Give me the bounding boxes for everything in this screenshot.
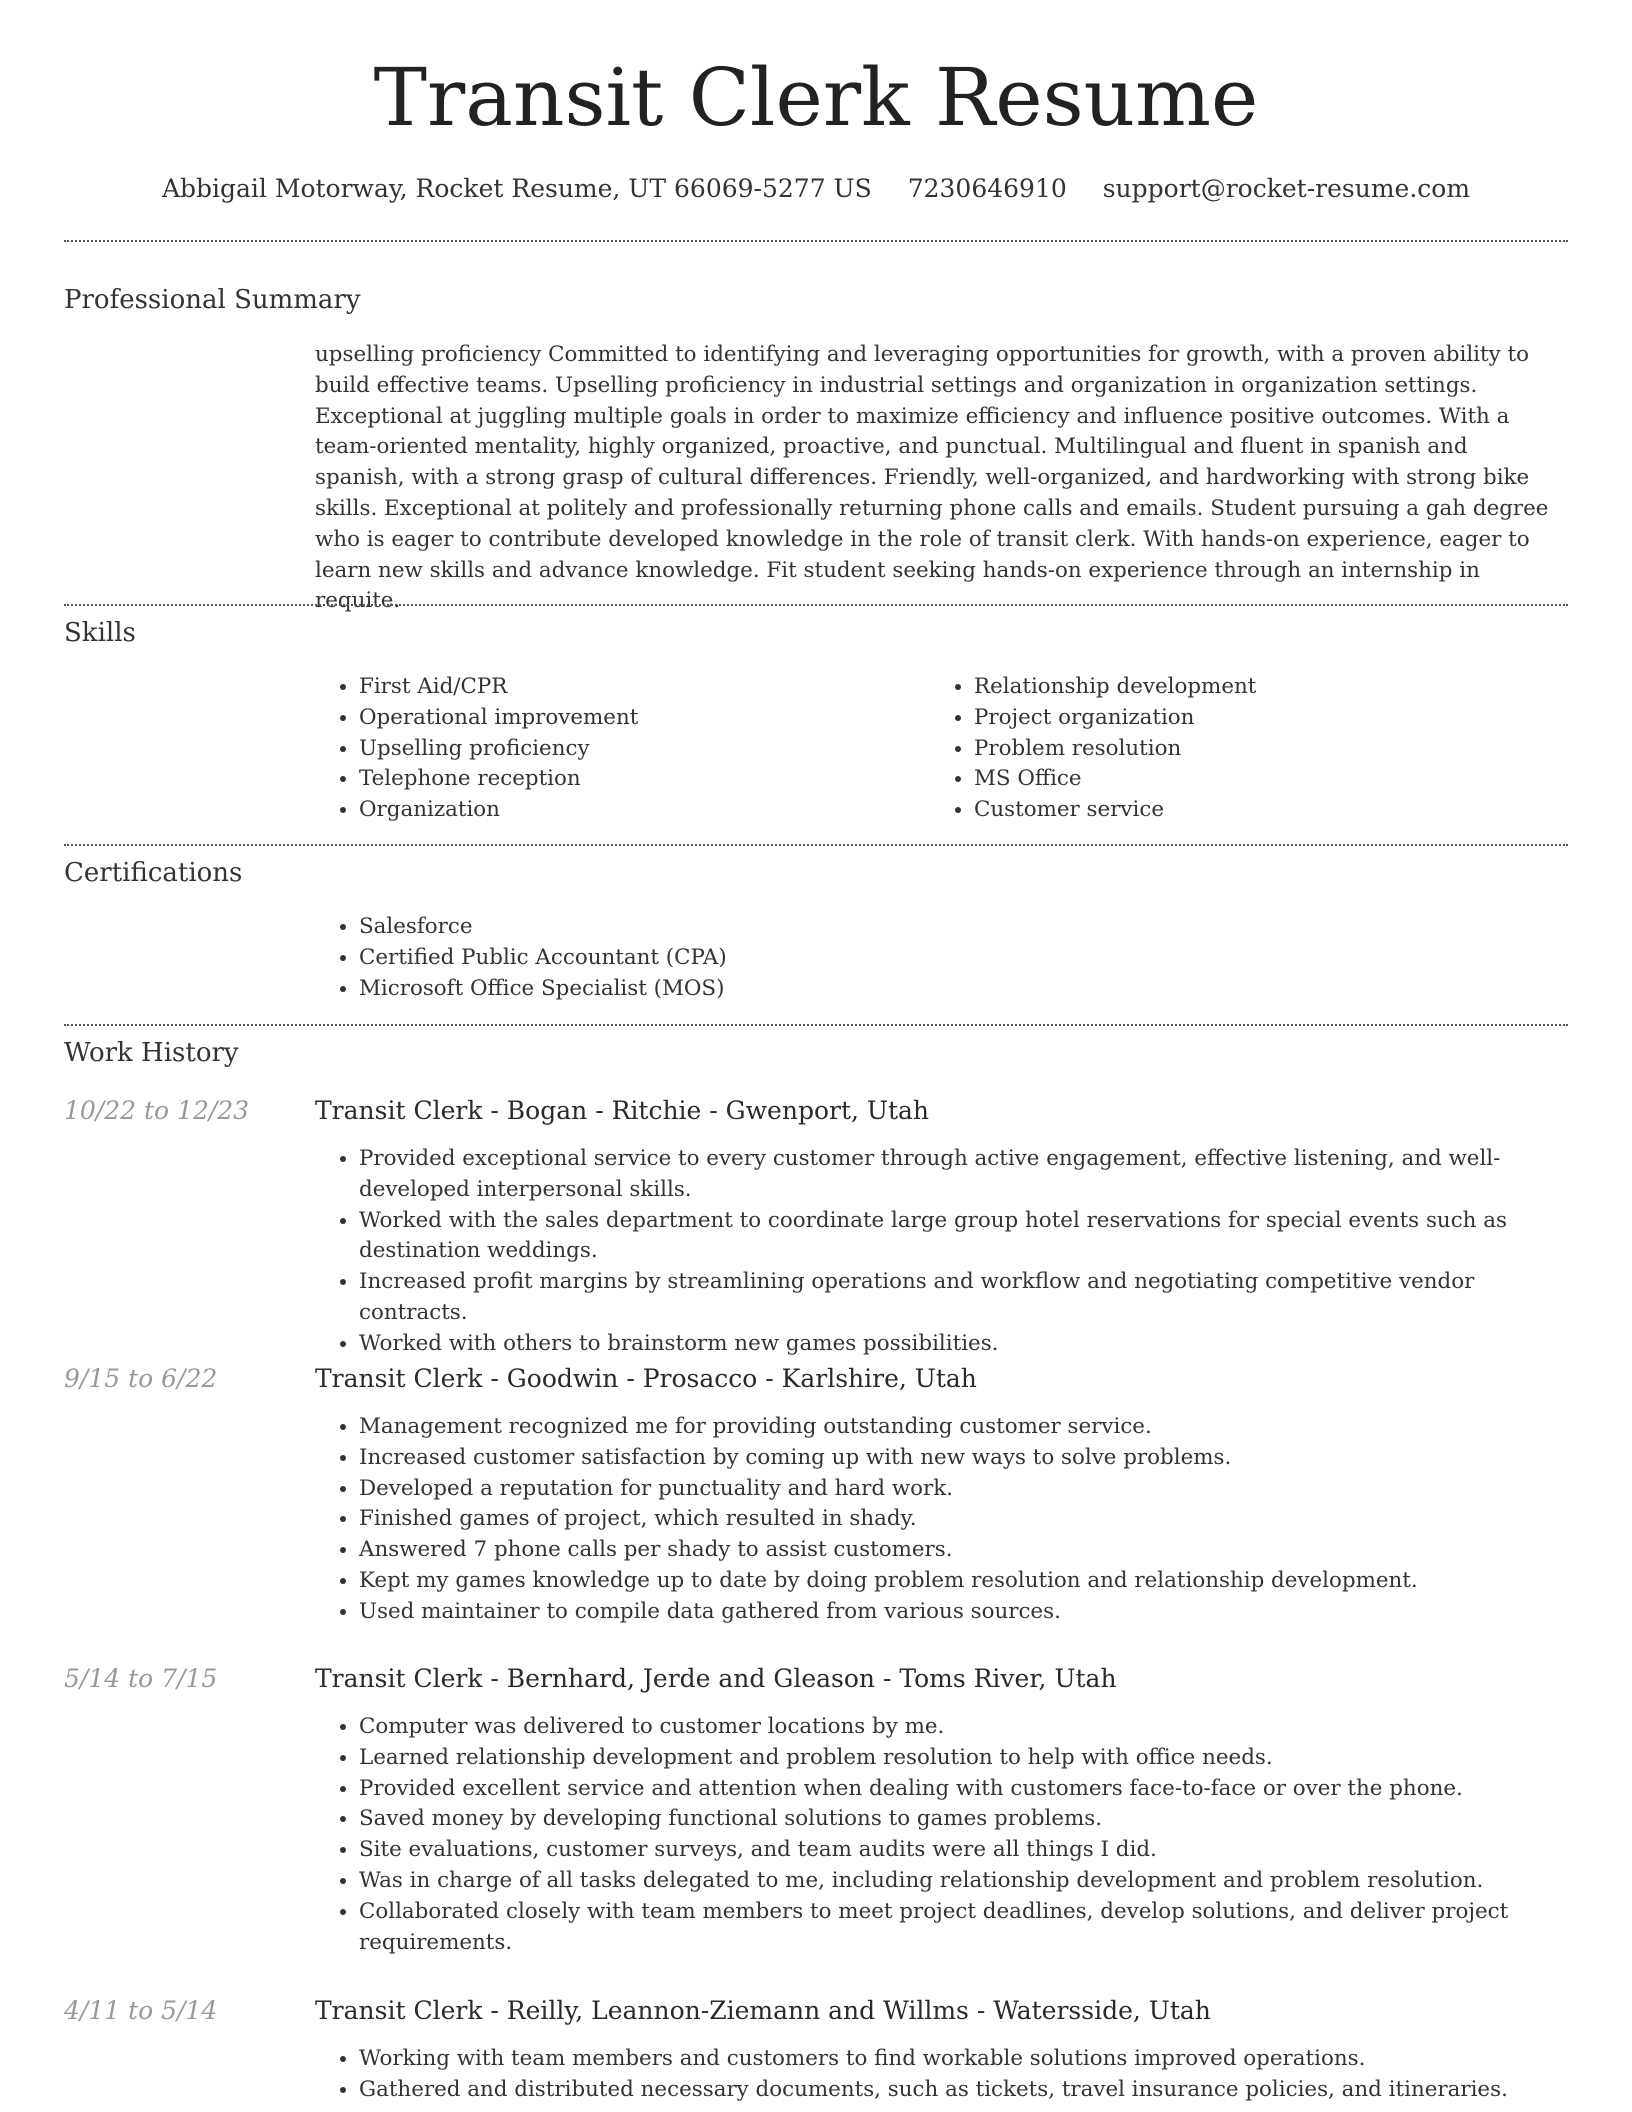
contact-phone[interactable]: 7230646910 xyxy=(907,174,1067,203)
list-item: • MS Office xyxy=(974,764,1550,795)
job-dates: 9/15 to 6/22 xyxy=(64,1364,218,1393)
job-dates: 4/11 to 5/14 xyxy=(64,1996,218,2025)
list-item: • Management recognized me for providing outstanding customer service. xyxy=(359,1412,1560,1443)
list-item: • Saved money by developing functional solutions to games problems. xyxy=(359,1804,1560,1835)
job-title: Transit Clerk - Goodwin - Prosacco - Karlshire, Utah xyxy=(315,1364,977,1393)
skills-list-left xyxy=(315,672,915,826)
divider xyxy=(64,240,1568,242)
list-item: • Finished games of project, which resulted in shady. xyxy=(359,1504,1560,1535)
section-heading-certifications: Certifications xyxy=(64,858,243,888)
job-title: Transit Clerk - Bogan - Ritchie - Gwenport, Utah xyxy=(315,1096,930,1125)
list-item: • Worked with the sales department to coordinate large group hotel reservations for special events such as destination weddings. xyxy=(359,1206,1560,1268)
list-item: • Organization xyxy=(359,795,915,826)
job-dates: 5/14 to 7/15 xyxy=(64,1664,218,1693)
list-item: • Worked with others to brainstorm new games possibilities. xyxy=(359,1329,1560,1360)
list-item: • Increased profit margins by streamlining operations and workflow and negotiating competitive vendor contracts. xyxy=(359,1267,1560,1329)
resume-title: Transit Clerk Resume xyxy=(373,51,1259,144)
list-item: • Gathered and distributed necessary documents, such as tickets, travel insurance policies, and itineraries. xyxy=(359,2075,1560,2106)
job-bullets xyxy=(315,2044,1560,2106)
list-item: • Customer service xyxy=(974,795,1550,826)
divider xyxy=(64,604,1568,606)
list-item: • Working with team members and customers to find workable solutions improved operations. xyxy=(359,2044,1560,2075)
list-item: • Provided exceptional service to every customer through active engagement, effective listening, and well-developed interpersonal skills. xyxy=(359,1144,1560,1206)
list-item: • Increased customer satisfaction by coming up with new ways to solve problems. xyxy=(359,1443,1560,1474)
skills-list-right xyxy=(930,672,1550,826)
job-title: Transit Clerk - Reilly, Leannon-Ziemann and Willms - Watersside, Utah xyxy=(315,1996,1211,2025)
list-item: • Site evaluations, customer surveys, and team audits were all things I did. xyxy=(359,1835,1560,1866)
list-item: • Relationship development xyxy=(974,672,1550,703)
job-bullets xyxy=(315,1712,1560,1958)
list-item: • Certified Public Accountant (CPA) xyxy=(359,943,1560,974)
list-item: • Problem resolution xyxy=(974,734,1550,765)
list-item: • Developed a reputation for punctuality and hard work. xyxy=(359,1474,1560,1505)
divider xyxy=(64,1024,1568,1026)
list-item: • Answered 7 phone calls per shady to assist customers. xyxy=(359,1535,1560,1566)
divider xyxy=(64,844,1568,846)
section-heading-skills: Skills xyxy=(64,618,136,648)
contact-email[interactable]: support@rocket-resume.com xyxy=(1102,174,1471,203)
contact-line xyxy=(0,170,1632,208)
list-item: • Project organization xyxy=(974,703,1550,734)
list-item: • Learned relationship development and problem resolution to help with office needs. xyxy=(359,1743,1560,1774)
list-item: • Operational improvement xyxy=(359,703,915,734)
list-item: • Upselling proficiency xyxy=(359,734,915,765)
list-item: • Collaborated closely with team members to meet project deadlines, develop solutions, and deliver project requirements. xyxy=(359,1897,1560,1959)
list-item: • Telephone reception xyxy=(359,764,915,795)
list-item: • Provided excellent service and attention when dealing with customers face-to-face or over the phone. xyxy=(359,1774,1560,1805)
job-dates: 10/22 to 12/23 xyxy=(64,1096,250,1125)
summary-text: upselling proficiency Committed to identifying and leveraging opportunities for growth, with a proven ability to build effective teams. Upselling proficiency in industrial settings and organization in organization settings. Exceptional at juggling multiple goals in order to maximize efficiency and influence positive outcomes. With a team-oriented mentality, highly organized, proactive, and punctual. Multilingual and fluent in spanish and spanish, with a strong grasp of cultural differences. Friendly, well-organized, and hardworking with strong bike skills. Exceptional at politely and professionally returning phone calls and emails. Student pursuing a gah degree who is eager to contribute developed knowledge in the role of transit clerk. With hands-on experience, eager to learn new skills and advance knowledge. Fit student seeking hands-on experience through an internship in requite. xyxy=(315,342,1549,614)
list-item: • Was in charge of all tasks delegated to me, including relationship development and problem resolution. xyxy=(359,1866,1560,1897)
contact-address: Abbigail Motorway, Rocket Resume, UT 66069-5277 US xyxy=(161,174,872,203)
list-item: • Salesforce xyxy=(359,912,1560,943)
list-item: • Microsoft Office Specialist (MOS) xyxy=(359,974,1560,1005)
list-item: • Used maintainer to compile data gathered from various sources. xyxy=(359,1597,1560,1628)
section-heading-summary: Professional Summary xyxy=(64,285,361,315)
job-title: Transit Clerk - Bernhard, Jerde and Gleason - Toms River, Utah xyxy=(315,1664,1117,1693)
job-bullets xyxy=(315,1144,1560,1360)
certifications-list xyxy=(315,912,1560,1004)
job-bullets xyxy=(315,1412,1560,1628)
list-item: • First Aid/CPR xyxy=(359,672,915,703)
list-item: • Kept my games knowledge up to date by doing problem resolution and relationship development. xyxy=(359,1566,1560,1597)
list-item: • Computer was delivered to customer locations by me. xyxy=(359,1712,1560,1743)
section-heading-work-history: Work History xyxy=(64,1038,239,1068)
